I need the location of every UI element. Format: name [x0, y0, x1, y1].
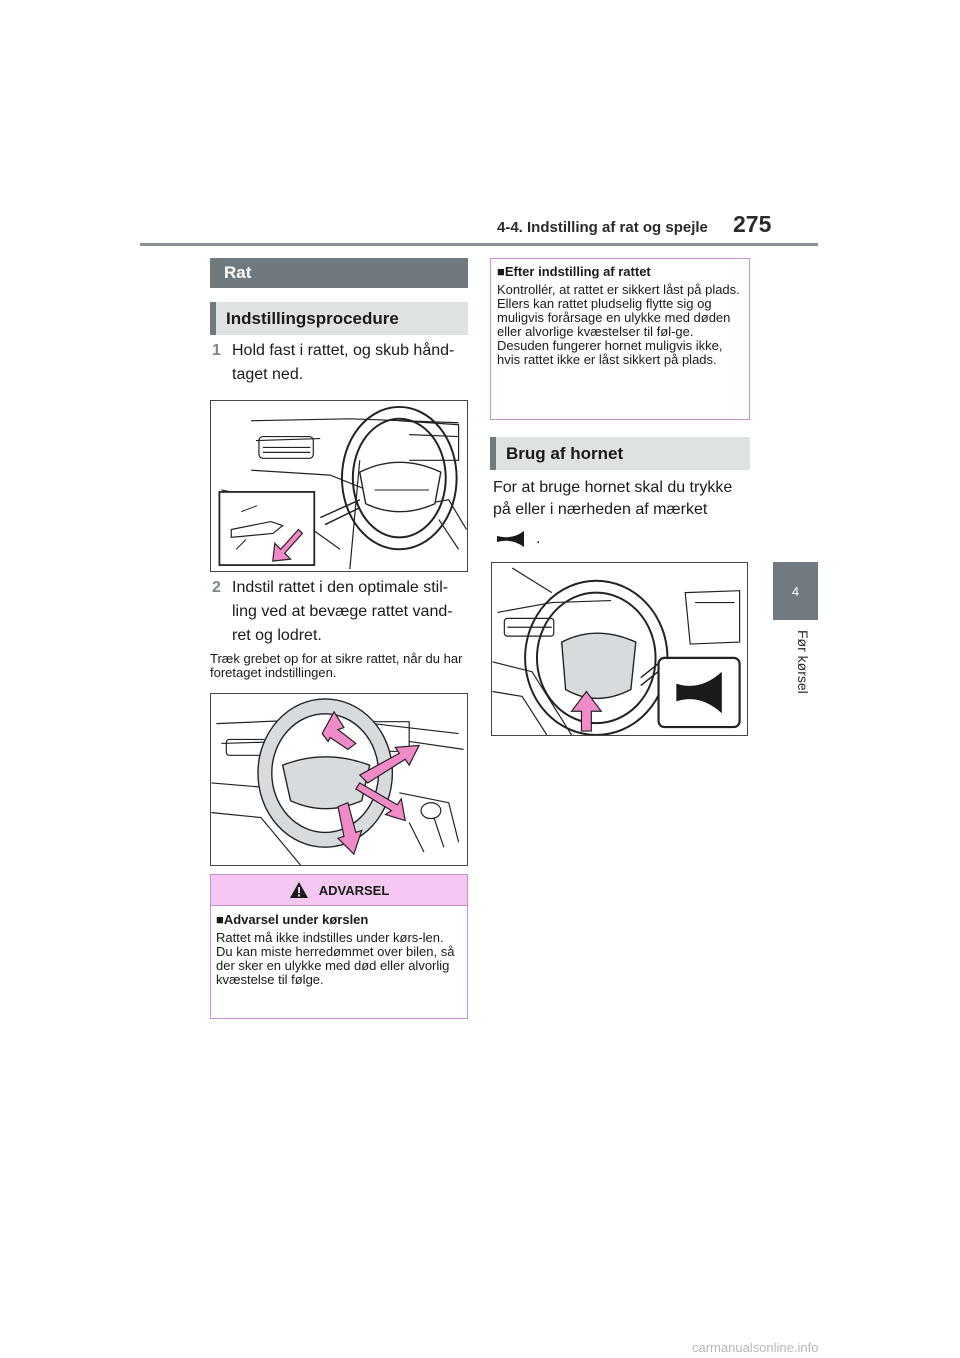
info-title: ■Efter indstilling af rattet: [497, 264, 651, 279]
horn-instruction: For at bruge hornet skal du trykke på eller i nærheden af mærket: [493, 479, 733, 518]
warning-box: [210, 874, 468, 1019]
header-rule: [140, 243, 818, 246]
horn-symbol-row: [494, 528, 540, 550]
section-heading: [210, 258, 468, 288]
step-2: [212, 576, 462, 648]
step-1: [212, 339, 462, 387]
horn-heading: [490, 437, 750, 470]
warning-body: Rattet må ikke indstilles under kørs-len. Du kan miste herredømmet over bilen, så der sker en ulykke med død eller alvorlig kvæstelse til følge.: [216, 930, 455, 987]
warning-icon: [289, 881, 309, 899]
step-number: 1: [212, 342, 221, 359]
warning-label: ADVARSEL: [318, 882, 390, 898]
horn-icon: [494, 530, 530, 548]
warning-title: ■Advarsel under kørslen: [216, 912, 369, 927]
steering-adjust-illustration: [211, 694, 467, 865]
subsection-heading-text: Indstillingsprocedure: [226, 308, 399, 328]
horn-heading-text: Brug af hornet: [506, 443, 624, 463]
watermark: carmanualsonline.info: [692, 1340, 819, 1355]
section-heading-text: Rat: [224, 263, 252, 282]
figure-lever-release: [210, 400, 468, 572]
chapter-number: 4: [791, 583, 800, 599]
section-title: 4-4. Indstilling af rat og spejle: [497, 219, 708, 236]
subsection-heading: [210, 302, 468, 335]
page-number: 275: [733, 211, 772, 237]
figure-horn: [491, 562, 748, 736]
horn-instruction-end: .: [536, 530, 541, 547]
step-text: Indstil rattet i den optimale stil-ling ved at bevæge rattet vand-ret og lodret.: [232, 579, 453, 644]
info-body: Kontrollér, at rattet er sikkert låst på plads. Ellers kan rattet pludselig flytte sig og muligvis forårsage en ulykke med døden eller alvorlige kvæstelser til føl-ge. Desuden fungerer hornet muligvis ikke, hvis rattet ikke er låst sikkert på plads.: [497, 282, 740, 367]
step-text: Hold fast i rattet, og skub hånd-taget ned.: [232, 342, 455, 383]
horn-pad-illustration: [492, 563, 747, 735]
chapter-tab: [773, 562, 818, 620]
step-number: 2: [212, 579, 221, 596]
chapter-label: Før kørsel: [795, 630, 811, 694]
steering-lever-illustration: [211, 401, 467, 571]
info-box: [490, 258, 750, 420]
step-2-note: Træk grebet op for at sikre rattet, når du har foretaget indstillingen.: [210, 651, 463, 680]
warning-header: [211, 875, 467, 906]
figure-wheel-adjust: [210, 693, 468, 866]
